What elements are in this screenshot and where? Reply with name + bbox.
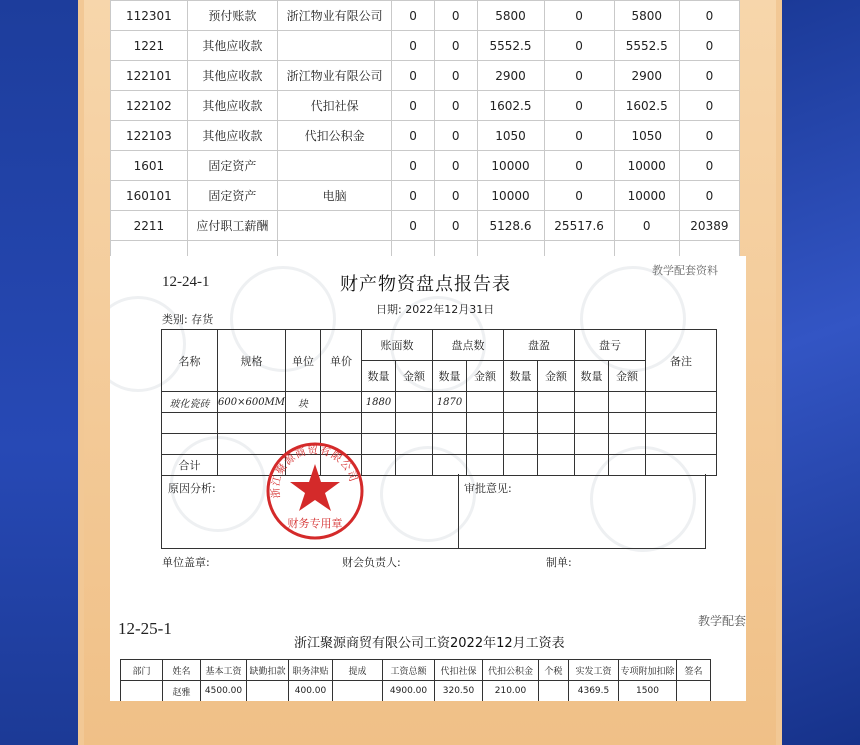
ledger-cell: 1050 (477, 121, 544, 151)
salary-cell (333, 681, 383, 702)
salary-header-cell: 个税 (539, 660, 569, 681)
salary-header-cell: 部门 (121, 660, 163, 681)
salary-table (120, 659, 711, 701)
ledger-cell: 0 (434, 31, 477, 61)
salary-cell: 210.00 (483, 681, 539, 702)
header-unit: 单位 (286, 330, 321, 392)
salary-header-cell: 缺勤扣款 (247, 660, 289, 681)
inventory-table (161, 329, 717, 476)
ledger-cell: 25517.6 (544, 211, 614, 241)
ledger-cell: 160101 (111, 181, 188, 211)
ledger-cell: 1050 (614, 121, 679, 151)
ledger-cell: 2900 (477, 61, 544, 91)
header-name: 名称 (162, 330, 218, 392)
ledger-cell: 0 (434, 61, 477, 91)
ledger-cell: 0 (679, 151, 739, 181)
seal-text: 浙江聚源商贸有限公司 (269, 444, 360, 499)
salary-cell (247, 681, 289, 702)
ledger-cell: 122102 (111, 91, 188, 121)
report-category: 类别: 存货 (162, 313, 214, 326)
ledger-cell: 0 (544, 181, 614, 211)
ledger-cell: 0 (544, 121, 614, 151)
ledger-body (111, 1, 740, 257)
ledger-cell: 1602.5 (477, 91, 544, 121)
sub-amount: 金额 (467, 361, 504, 392)
ledger-cell: 0 (679, 121, 739, 151)
ledger-cell: 预付账款 (187, 1, 277, 31)
ledger-cell: 0 (544, 31, 614, 61)
ledger-row (111, 211, 740, 241)
ledger-cell: 0 (544, 61, 614, 91)
footer-unit-seal: 单位盖章: (162, 556, 210, 569)
ledger-cell: 0 (679, 181, 739, 211)
sub-qty: 数量 (504, 361, 538, 392)
item-book-qty: 1880 (362, 392, 396, 413)
salary-cell: 4500.00 (201, 681, 247, 702)
ledger-cell: 0 (679, 1, 739, 31)
item-unit: 块 (286, 392, 321, 413)
ledger-cell: 20389 (679, 211, 739, 241)
sub-qty: 数量 (433, 361, 467, 392)
salary-report (110, 606, 746, 701)
ledger-cell: 5128.6 (477, 211, 544, 241)
reason-label: 原因分析: (168, 482, 216, 495)
salary-header-cell: 工资总额 (383, 660, 435, 681)
ledger-cell: 0 (392, 61, 435, 91)
ledger-cell (278, 151, 392, 181)
ledger-cell: 0 (392, 181, 435, 211)
background-left (0, 0, 78, 745)
ledger-cell: 1602.5 (614, 91, 679, 121)
ledger-cell (278, 31, 392, 61)
inventory-report (110, 256, 746, 606)
watermark-label: 教学配套 (697, 614, 746, 628)
salary-header-row (121, 660, 711, 681)
sub-qty: 数量 (575, 361, 609, 392)
ledger-cell: 浙江物业有限公司 (278, 61, 392, 91)
ledger-cell: 2900 (614, 61, 679, 91)
ledger-table-image (110, 0, 740, 256)
ledger-cell: 122103 (111, 121, 188, 151)
ledger-row (111, 151, 740, 181)
salary-header-cell: 实发工资 (569, 660, 619, 681)
header-spec: 规格 (218, 330, 286, 392)
background-right (782, 0, 860, 745)
item-spec: 600×600MM (218, 392, 286, 413)
ledger-cell: 代扣社保 (278, 91, 392, 121)
ledger-cell: 固定资产 (187, 151, 277, 181)
total-label: 合计 (162, 455, 218, 476)
salary-header-cell: 专项附加扣除 (619, 660, 677, 681)
ledger-cell: 0 (392, 211, 435, 241)
ledger-cell: 5800 (477, 1, 544, 31)
salary-cell (677, 681, 711, 702)
ledger-cell: 0 (392, 31, 435, 61)
header-surplus: 盘盈 (504, 330, 575, 361)
ledger-cell: 0 (392, 91, 435, 121)
ledger-cell: 10000 (477, 181, 544, 211)
ledger-cell: 0 (434, 211, 477, 241)
ledger-cell: 其他应收款 (187, 61, 277, 91)
ledger-row (111, 121, 740, 151)
sub-amount: 金额 (609, 361, 646, 392)
salary-cell: 4369.5 (569, 681, 619, 702)
ledger-cell: 0 (679, 31, 739, 61)
salary-cell: 320.50 (435, 681, 483, 702)
header-counted: 盘点数 (433, 330, 504, 361)
ledger-cell: 1221 (111, 31, 188, 61)
seal-subtext: 财务专用章 (287, 517, 343, 530)
salary-cell (121, 681, 163, 702)
item-counted-qty: 1870 (433, 392, 467, 413)
ledger-cell: 10000 (477, 151, 544, 181)
ledger-cell: 10000 (614, 181, 679, 211)
report-code: 12-24-1 (162, 274, 210, 290)
salary-header-cell: 提成 (333, 660, 383, 681)
watermark-label: 教学配套资料 (652, 264, 718, 277)
salary-title: 浙江聚源商贸有限公司工资2022年12月工资表 (294, 636, 565, 651)
ledger-cell: 5552.5 (614, 31, 679, 61)
report-date: 日期: 2022年12月31日 (376, 303, 495, 316)
ledger-cell: 0 (434, 1, 477, 31)
ledger-row (111, 1, 740, 31)
company-seal-icon (264, 440, 366, 542)
ledger-row (111, 181, 740, 211)
ledger-cell: 0 (614, 211, 679, 241)
ledger-cell: 0 (392, 121, 435, 151)
ledger-cell: 0 (434, 151, 477, 181)
ledger-cell: 电脑 (278, 181, 392, 211)
ledger-cell: 应付职工薪酬 (187, 211, 277, 241)
ledger-cell: 0 (544, 91, 614, 121)
salary-header-cell: 基本工资 (201, 660, 247, 681)
ledger-cell: 5800 (614, 1, 679, 31)
ledger-cell: 0 (434, 181, 477, 211)
ledger-cell: 0 (679, 91, 739, 121)
ledger-cell: 其他应收款 (187, 31, 277, 61)
ledger-cell: 112301 (111, 1, 188, 31)
salary-header-cell: 代扣公积金 (483, 660, 539, 681)
report-title: 财产物资盘点报告表 (340, 274, 511, 295)
ledger-cell: 5552.5 (477, 31, 544, 61)
header-price: 单价 (321, 330, 362, 392)
sub-amount: 金额 (538, 361, 575, 392)
ledger-cell: 0 (392, 151, 435, 181)
ledger-cell: 0 (434, 91, 477, 121)
reason-approval-area (161, 474, 706, 549)
ledger-cell: 其他应收款 (187, 121, 277, 151)
ledger-cell: 固定资产 (187, 181, 277, 211)
salary-header-cell: 职务津贴 (289, 660, 333, 681)
ledger-cell: 1601 (111, 151, 188, 181)
salary-cell: 4900.00 (383, 681, 435, 702)
ledger-cell: 0 (544, 1, 614, 31)
ledger-cell: 2211 (111, 211, 188, 241)
ledger-row-cutoff (111, 241, 740, 257)
header-deficit: 盘亏 (575, 330, 646, 361)
sub-qty: 数量 (362, 361, 396, 392)
ledger-cell: 0 (392, 1, 435, 31)
salary-header-cell: 签名 (677, 660, 711, 681)
salary-row (121, 681, 711, 702)
header-note: 备注 (646, 330, 717, 392)
ledger-cell: 0 (544, 151, 614, 181)
ledger-cell (278, 211, 392, 241)
ledger-cell: 0 (679, 61, 739, 91)
salary-cell: 1500 (619, 681, 677, 702)
salary-header-cell: 代扣社保 (435, 660, 483, 681)
ledger-cell: 10000 (614, 151, 679, 181)
ledger-cell: 其他应收款 (187, 91, 277, 121)
ledger-row (111, 61, 740, 91)
footer-preparer: 制单: (546, 556, 572, 569)
header-book: 账面数 (362, 330, 433, 361)
salary-header-cell: 姓名 (163, 660, 201, 681)
footer-accountant: 财会负责人: (342, 556, 401, 569)
salary-cell: 赵雅 (163, 681, 201, 702)
item-name: 玻化瓷砖 (162, 392, 218, 413)
ledger-row (111, 91, 740, 121)
ledger-cell: 0 (434, 121, 477, 151)
salary-cell (539, 681, 569, 702)
approval-label: 审批意见: (464, 482, 512, 495)
ledger-cell: 浙江物业有限公司 (278, 1, 392, 31)
salary-code: 12-25-1 (118, 619, 172, 638)
ledger-cell: 代扣公积金 (278, 121, 392, 151)
sub-amount: 金额 (396, 361, 433, 392)
ledger-row (111, 31, 740, 61)
ledger-cell: 122101 (111, 61, 188, 91)
salary-cell: 400.00 (289, 681, 333, 702)
